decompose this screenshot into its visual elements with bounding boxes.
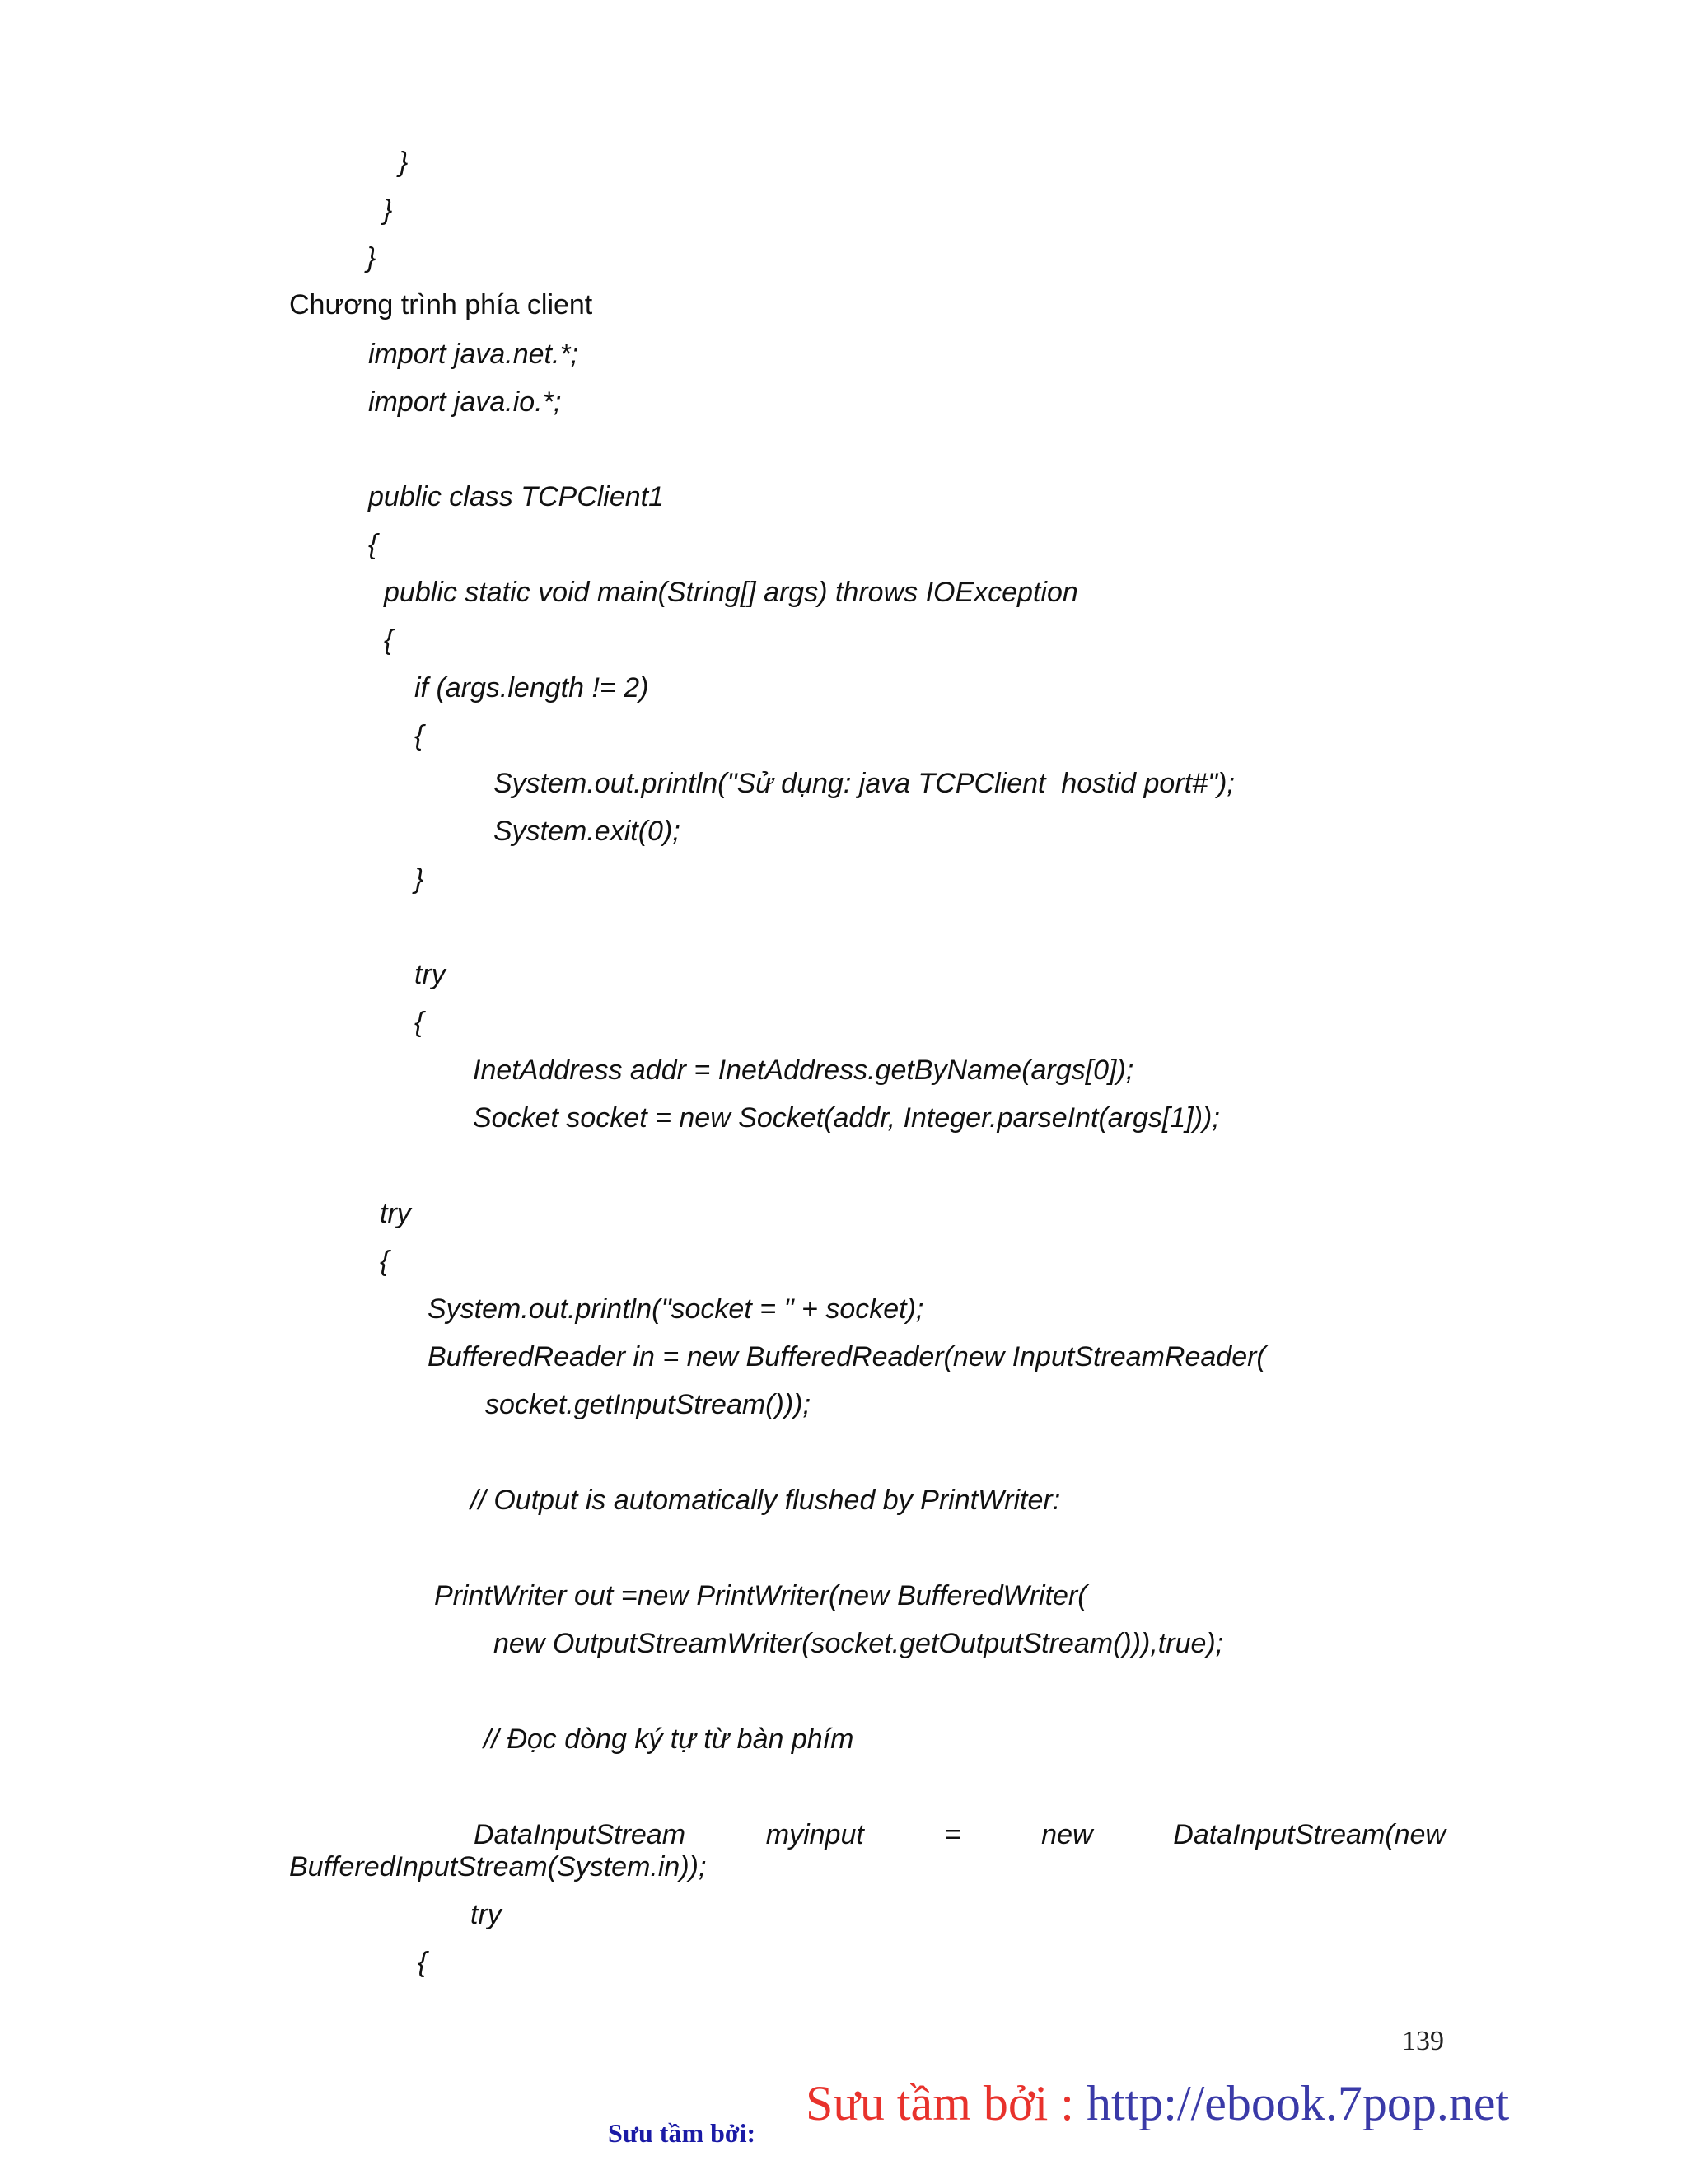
code-token: myinput: [765, 1819, 864, 1850]
code-line: }: [414, 863, 424, 895]
code-line: try: [380, 1198, 411, 1229]
code-token: new: [1041, 1819, 1093, 1850]
code-line: InetAddress addr = InetAddress.getByName(args[0]);: [473, 1055, 1134, 1086]
code-line: Socket socket = new Socket(addr, Integer.parseInt(args[1]));: [473, 1102, 1220, 1134]
code-line-justified: [474, 1818, 1446, 1851]
code-line: try: [470, 1899, 502, 1930]
code-line-closing-brace: }: [367, 242, 376, 274]
code-token: DataInputStream: [474, 1819, 686, 1850]
code-line: import java.io.*;: [368, 386, 562, 418]
code-line: try: [414, 959, 446, 990]
code-line: import java.net.*;: [368, 339, 579, 370]
code-token: =: [944, 1819, 961, 1850]
code-line: BufferedReader in = new BufferedReader(new InputStreamReader(: [428, 1341, 1266, 1373]
code-line: System.out.println("socket = " + socket);: [428, 1293, 924, 1325]
code-line: System.exit(0);: [493, 816, 680, 847]
code-comment: // Output is automatically flushed by PrintWriter:: [470, 1485, 1061, 1516]
watermark-credit: [806, 2074, 1509, 2132]
page-number: 139: [1402, 2026, 1444, 2056]
code-line: {: [380, 1246, 390, 1277]
watermark-url[interactable]: http://ebook.7pop.net: [1086, 2076, 1510, 2130]
code-line-wrapped: BufferedInputStream(System.in));: [289, 1851, 707, 1882]
client-section-heading: Chương trình phía client: [289, 289, 593, 320]
code-line: {: [368, 529, 378, 560]
code-line: new OutputStreamWriter(socket.getOutputStream())),true);: [493, 1628, 1224, 1659]
watermark-credit-text: Sưu tầm bởi :: [806, 2076, 1087, 2130]
code-line-closing-brace: }: [383, 194, 393, 226]
footer-credit-label: Sưu tầm bởi:: [608, 2118, 756, 2148]
code-token: DataInputStream(new: [1173, 1819, 1446, 1850]
code-line: System.out.println("Sử dụng: java TCPClient hostid port#");: [493, 768, 1235, 799]
code-line-closing-brace: }: [399, 147, 409, 178]
code-line: {: [414, 720, 424, 751]
code-line: PrintWriter out =new PrintWriter(new BufferedWriter(: [434, 1580, 1087, 1611]
code-line: {: [414, 1007, 424, 1038]
code-line: {: [384, 624, 394, 656]
code-line: public static void main(String[] args) throws IOException: [384, 577, 1078, 608]
code-line: {: [418, 1947, 428, 1978]
code-line: if (args.length != 2): [414, 672, 649, 704]
code-line: socket.getInputStream()));: [485, 1389, 811, 1420]
code-comment: // Đọc dòng ký tự từ bàn phím: [484, 1723, 854, 1755]
code-line: public class TCPClient1: [368, 481, 665, 512]
